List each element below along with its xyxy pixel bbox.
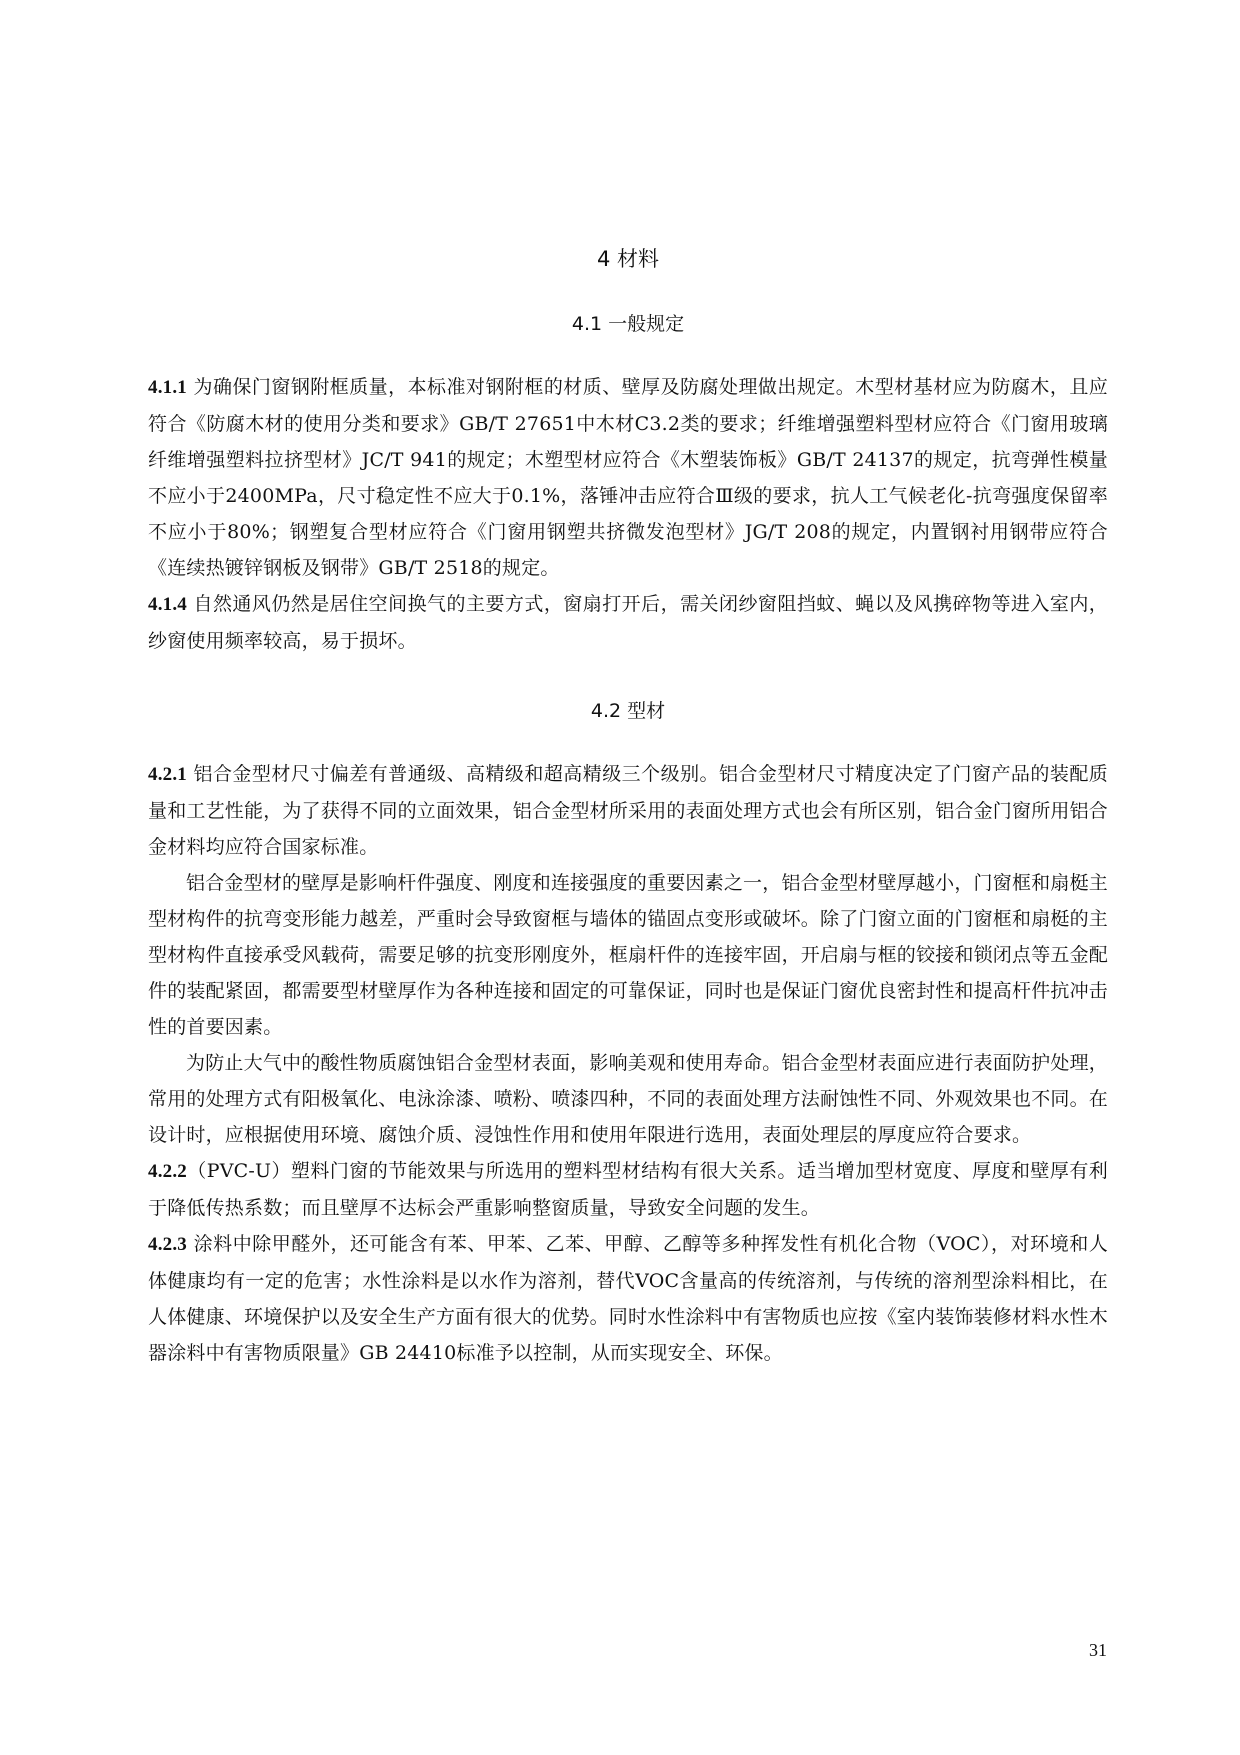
section-title-4-1: 4.1 一般规定: [571, 313, 685, 335]
clause-number: 4.2.1: [148, 764, 187, 785]
clause-number: 4.1.4: [148, 594, 187, 615]
clause-4-2-3: [148, 1226, 1108, 1371]
paragraph-surface-treatment: 为防止大气中的酸性物质腐蚀铝合金型材表面，影响美观和使用寿命。铝合金型材表面应进行表面防护处理，常用的处理方式有阳极氧化、电泳涂漆、喷粉、喷漆四种，不同的表面处理方法耐蚀性不同、外观效果也不同。在设计时，应根据使用环境、腐蚀介质、浸蚀性作用和使用年限进行选用，表面处理层的厚度应符合要求。: [148, 1052, 1109, 1146]
clause-4-1-1: [148, 369, 1108, 586]
page-number: 31: [1089, 1640, 1107, 1660]
clause-text: 为确保门窗钢附框质量，本标准对钢附框的材质、壁厚及防腐处理做出规定。木型材基材应为防腐木，且应符合《防腐木材的使用分类和要求》GB/T 27651中木材C3.2类的要求；纤维增强塑料型材应符合《门窗用玻璃纤维增强塑料拉挤型材》JC/T 941的规定；木塑型材应符合《木塑装饰板》GB/T 24137的规定，抗弯弹性模量不应小于2400MPa，尺寸稳定性不应大于0.1%，落锤冲击应符合Ⅲ级的要求，抗人工气候老化-抗弯强度保留率不应小于80%；钢塑复合型材应符合《门窗用钢塑共挤微发泡型材》JG/T 208的规定，内置钢衬用钢带应符合《连续热镀锌钢板及钢带》GB/T 2518的规定。: [148, 376, 1108, 579]
clause-number: 4.2.3: [148, 1234, 187, 1255]
clause-text: 铝合金型材尺寸偏差有普通级、高精级和超高精级三个级别。铝合金型材尺寸精度决定了门窗产品的装配质量和工艺性能，为了获得不同的立面效果，铝合金型材所采用的表面处理方式也会有所区别，铝合金门窗所用铝合金材料均应符合国家标准。: [148, 763, 1109, 858]
clause-4-1-4: [148, 586, 1108, 659]
clause-text: （PVC-U）塑料门窗的节能效果与所选用的塑料型材结构有很大关系。适当增加型材宽度、厚度和壁厚有利于降低传热系数；而且壁厚不达标会严重影响整窗质量，导致安全问题的发生。: [148, 1160, 1108, 1219]
clause-text: 自然通风仍然是居住空间换气的主要方式，窗扇打开后，需关闭纱窗阻挡蚊、蝇以及风携碎物等进入室内，纱窗使用频率较高，易于损坏。: [148, 593, 1108, 652]
chapter-title: 4 材料: [596, 247, 660, 271]
clause-number: 4.2.2: [148, 1161, 187, 1182]
clause-text: 涂料中除甲醛外，还可能含有苯、甲苯、乙苯、甲醇、乙醇等多种挥发性有机化合物（VOC），对环境和人体健康均有一定的危害；水性涂料是以水作为溶剂，替代VOC含量高的传统溶剂，与传统的溶剂型涂料相比，在人体健康、环境保护以及安全生产方面有很大的优势。同时水性涂料中有害物质也应按《室内装饰装修材料水性木器涂料中有害物质限量》GB 24410标准予以控制，从而实现安全、环保。: [148, 1233, 1109, 1364]
section-title-4-2: 4.2 型材: [590, 700, 666, 722]
clause-4-2-2: [148, 1153, 1108, 1226]
paragraph-wall-thickness: 铝合金型材的壁厚是影响杆件强度、刚度和连接强度的重要因素之一，铝合金型材壁厚越小，门窗框和扇梃主型材构件的抗弯变形能力越差，严重时会导致窗框与墙体的锚固点变形或破坏。除了门窗立面的门窗框和扇梃的主型材构件直接承受风载荷，需要足够的抗变形刚度外，框扇杆件的连接牢固，开启扇与框的铰接和锁闭点等五金配件的装配紧固，都需要型材壁厚作为各种连接和固定的可靠保证，同时也是保证门窗优良密封性和提高杆件抗冲击性的首要因素。: [148, 872, 1109, 1038]
page-content: [148, 244, 1108, 1371]
clause-number: 4.1.1: [148, 377, 187, 398]
clause-4-2-1: [148, 756, 1108, 865]
